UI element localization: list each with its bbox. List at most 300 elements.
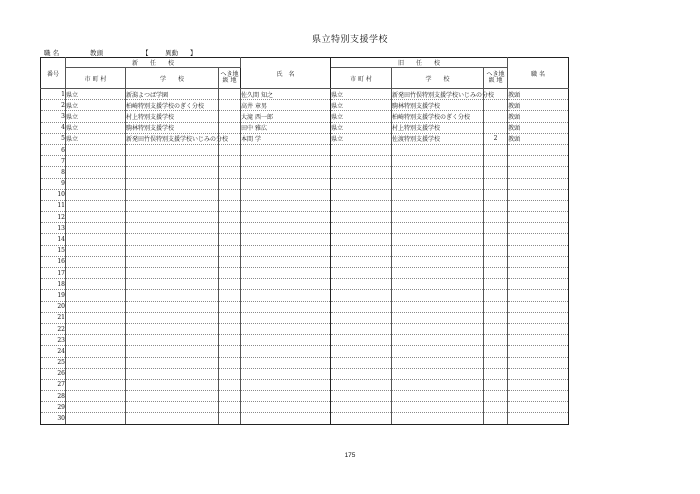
old-remote-cell [484,100,508,111]
new-city-cell: 県立 [66,111,126,122]
name-cell [241,156,331,167]
row-number: 23 [41,335,66,346]
table-row [41,100,569,111]
position-cell [508,357,569,368]
row-number: 10 [41,189,66,200]
position-cell: 教頭 [508,111,569,122]
header-number: 番号 [41,58,66,89]
table-row [41,200,569,211]
old-city-cell [331,200,392,211]
old-city-cell [331,279,392,290]
new-school-cell [126,413,219,424]
new-school-cell: 新潟よつば学園 [126,89,219,100]
old-city-cell [331,245,392,256]
old-remote-cell [484,223,508,234]
new-school-cell: 村上特別支援学校 [126,111,219,122]
table-row [41,133,569,144]
old-school-cell: 駒林特別支援学校 [392,100,484,111]
row-number: 19 [41,290,66,301]
old-school-cell: 柏崎特別支援学校のぎく分校 [392,111,484,122]
new-school-cell [126,391,219,402]
old-city-cell: 県立 [331,89,392,100]
position-cell [508,346,569,357]
position-cell [508,301,569,312]
old-school-cell [392,189,484,200]
new-school-cell [126,379,219,390]
header-old-school: 旧 任 校 [331,58,508,68]
new-city-cell: 県立 [66,100,126,111]
old-school-cell [392,413,484,424]
page-title: 県立特別支援学校 [311,35,388,45]
old-city-cell: 県立 [331,122,392,133]
old-city-cell [331,167,392,178]
new-school-cell [126,335,219,346]
position-cell: 教頭 [508,122,569,133]
position-cell [508,167,569,178]
header-new-school-name: 学 校 [126,68,219,89]
old-school-cell [392,301,484,312]
old-city-cell [331,312,392,323]
old-school-cell [392,212,484,223]
new-city-cell [66,335,126,346]
new-remote-cell [219,391,241,402]
table-row [41,368,569,379]
old-city-cell [331,144,392,155]
old-school-cell [392,245,484,256]
new-school-cell [126,245,219,256]
new-remote-cell [219,402,241,413]
new-remote-cell [219,290,241,301]
new-city-cell [66,156,126,167]
old-school-cell [392,268,484,279]
name-cell [241,301,331,312]
old-school-cell [392,156,484,167]
old-school-cell [392,402,484,413]
table-row [41,279,569,290]
new-school-cell [126,189,219,200]
new-remote-cell [219,156,241,167]
new-remote-cell [219,368,241,379]
new-city-cell: 県立 [66,122,126,133]
row-number: 22 [41,323,66,334]
new-remote-cell [219,144,241,155]
old-school-cell [392,279,484,290]
row-number: 24 [41,346,66,357]
name-cell [241,368,331,379]
position-cell [508,413,569,424]
old-remote-cell [484,290,508,301]
old-school-cell [392,312,484,323]
row-number: 25 [41,357,66,368]
new-city-cell [66,357,126,368]
name-cell: 佐久間 知之 [241,89,331,100]
old-city-cell [331,234,392,245]
old-remote-cell [484,144,508,155]
old-city-cell [331,402,392,413]
row-number: 5 [41,133,66,144]
row-number: 21 [41,312,66,323]
new-city-cell [66,379,126,390]
row-number: 30 [41,413,66,424]
old-remote-cell: 2 [484,133,508,144]
header-old-city: 市 町 村 [331,68,392,89]
table-row [41,89,569,100]
row-number: 11 [41,200,66,211]
old-city-cell [331,212,392,223]
position-value: 教頭 [90,49,103,57]
old-remote-cell [484,368,508,379]
old-remote-cell [484,189,508,200]
table-row [41,357,569,368]
new-school-cell [126,312,219,323]
table-row [41,323,569,334]
row-number: 15 [41,245,66,256]
old-school-cell [392,144,484,155]
new-remote-cell [219,413,241,424]
old-city-cell [331,368,392,379]
new-city-cell [66,223,126,234]
position-cell [508,368,569,379]
old-remote-cell [484,323,508,334]
row-number: 3 [41,111,66,122]
old-school-cell [392,167,484,178]
position-cell [508,256,569,267]
table-row [41,301,569,312]
table-row [41,111,569,122]
new-city-cell: 県立 [66,133,126,144]
old-city-cell [331,379,392,390]
new-city-cell [66,144,126,155]
position-cell [508,335,569,346]
header-position: 職 名 [508,58,569,89]
position-cell [508,223,569,234]
new-school-cell [126,212,219,223]
new-city-cell [66,391,126,402]
row-number: 14 [41,234,66,245]
old-city-cell [331,346,392,357]
position-cell [508,189,569,200]
position-cell: 教頭 [508,100,569,111]
old-remote-cell [484,301,508,312]
row-number: 7 [41,156,66,167]
name-cell [241,200,331,211]
old-remote-cell [484,402,508,413]
old-remote-cell [484,346,508,357]
name-cell: 本間 学 [241,133,331,144]
row-number: 13 [41,223,66,234]
position-cell [508,312,569,323]
row-number: 20 [41,301,66,312]
old-remote-cell [484,379,508,390]
name-cell [241,357,331,368]
name-cell [241,167,331,178]
new-school-cell [126,346,219,357]
position-cell [508,200,569,211]
old-remote-cell [484,111,508,122]
new-city-cell [66,256,126,267]
old-school-cell: 佐渡特別支援学校 [392,133,484,144]
table-row [41,402,569,413]
old-remote-cell [484,156,508,167]
table-row [41,268,569,279]
new-remote-cell [219,167,241,178]
header-new-remote: へき地 級 地 [219,68,241,89]
row-number: 12 [41,212,66,223]
new-school-cell [126,402,219,413]
name-cell [241,379,331,390]
table-row [41,256,569,267]
table-row [41,312,569,323]
category-bracket-open: 【 [142,49,149,57]
old-remote-cell [484,413,508,424]
name-cell [241,223,331,234]
position-cell [508,245,569,256]
row-number: 6 [41,144,66,155]
name-cell [241,144,331,155]
name-cell [241,312,331,323]
old-city-cell: 県立 [331,100,392,111]
header-old-school-name: 学 校 [392,68,484,89]
old-school-cell [392,178,484,189]
old-remote-cell [484,335,508,346]
new-school-cell [126,178,219,189]
new-school-cell [126,223,219,234]
name-cell [241,245,331,256]
position-cell [508,268,569,279]
new-city-cell [66,413,126,424]
table-row [41,346,569,357]
old-school-cell [392,368,484,379]
new-city-cell [66,301,126,312]
name-cell [241,178,331,189]
position-cell [508,178,569,189]
new-school-cell: 新発田竹俣特別支援学校いじみの分校 [126,133,219,144]
new-city-cell [66,323,126,334]
old-remote-cell [484,245,508,256]
row-number: 26 [41,368,66,379]
row-number: 29 [41,402,66,413]
table-row [41,212,569,223]
old-city-cell [331,156,392,167]
table-row [41,290,569,301]
table-row [41,391,569,402]
old-city-cell [331,357,392,368]
position-cell [508,391,569,402]
old-remote-cell [484,167,508,178]
new-school-cell: 駒林特別支援学校 [126,122,219,133]
old-city-cell [331,256,392,267]
old-city-cell [331,413,392,424]
old-city-cell [331,189,392,200]
table-row [41,144,569,155]
name-cell [241,279,331,290]
row-number: 28 [41,391,66,402]
header-old-remote: へき地 級 地 [484,68,508,89]
table-row [41,379,569,390]
name-cell [241,256,331,267]
table-row [41,167,569,178]
new-remote-cell [219,301,241,312]
new-school-cell [126,368,219,379]
old-remote-cell [484,312,508,323]
new-remote-cell [219,268,241,279]
old-city-cell [331,178,392,189]
old-city-cell [331,268,392,279]
position-cell [508,323,569,334]
new-remote-cell [219,89,241,100]
position-cell [508,212,569,223]
new-city-cell [66,312,126,323]
category-bracket-close: 】 [190,49,197,57]
old-remote-cell [484,391,508,402]
table-row [41,178,569,189]
table-row [41,122,569,133]
new-city-cell [66,189,126,200]
new-school-cell [126,200,219,211]
new-school-cell [126,167,219,178]
new-remote-cell [219,346,241,357]
old-remote-cell [484,122,508,133]
old-remote-cell [484,234,508,245]
new-city-cell [66,200,126,211]
old-school-cell [392,335,484,346]
new-remote-cell [219,200,241,211]
old-city-cell [331,301,392,312]
header-name: 氏 名 [241,58,331,89]
new-school-cell [126,290,219,301]
name-cell [241,335,331,346]
old-remote-cell [484,200,508,211]
document-meta [44,48,344,57]
new-school-cell [126,144,219,155]
new-remote-cell [219,379,241,390]
old-school-cell [392,290,484,301]
position-label: 職 名 [44,49,60,57]
category-value: 異動 [165,49,178,57]
old-remote-cell [484,357,508,368]
position-cell [508,279,569,290]
transfer-table [40,57,569,425]
row-number: 18 [41,279,66,290]
new-city-cell [66,368,126,379]
new-school-cell: 柏崎特別支援学校のぎく分校 [126,100,219,111]
old-city-cell [331,391,392,402]
old-school-cell [392,357,484,368]
old-school-cell [392,346,484,357]
table-row [41,189,569,200]
table-row [41,234,569,245]
new-school-cell [126,234,219,245]
name-cell [241,212,331,223]
new-remote-cell [219,178,241,189]
old-school-cell: 村上特別支援学校 [392,122,484,133]
old-school-cell [392,323,484,334]
position-cell [508,156,569,167]
row-number: 4 [41,122,66,133]
name-cell [241,323,331,334]
old-city-cell [331,290,392,301]
row-number: 16 [41,256,66,267]
new-city-cell [66,245,126,256]
table-row [41,156,569,167]
new-city-cell [66,234,126,245]
position-cell [508,290,569,301]
table-row [41,245,569,256]
row-number: 1 [41,89,66,100]
position-cell [508,234,569,245]
new-city-cell [66,402,126,413]
page-number: 175 [344,452,356,459]
position-cell [508,379,569,390]
table-row [41,335,569,346]
new-city-cell: 県立 [66,89,126,100]
position-cell [508,402,569,413]
name-cell [241,189,331,200]
new-city-cell [66,268,126,279]
new-remote-cell [219,234,241,245]
row-number: 2 [41,100,66,111]
header-new-city: 市 町 村 [66,68,126,89]
old-school-cell [392,379,484,390]
new-city-cell [66,346,126,357]
table-row [41,413,569,424]
new-city-cell [66,212,126,223]
name-cell [241,268,331,279]
name-cell: 田中 雅広 [241,122,331,133]
old-remote-cell [484,256,508,267]
old-remote-cell [484,178,508,189]
row-number: 9 [41,178,66,189]
old-city-cell [331,335,392,346]
new-remote-cell [219,323,241,334]
name-cell: 大滝 西一郎 [241,111,331,122]
new-remote-cell [219,357,241,368]
old-remote-cell [484,279,508,290]
row-number: 27 [41,379,66,390]
new-remote-cell [219,111,241,122]
new-remote-cell [219,312,241,323]
old-school-cell: 新発田竹俣特別支援学校いじみの分校 [392,89,484,100]
position-cell: 教頭 [508,133,569,144]
row-number: 8 [41,167,66,178]
old-school-cell [392,223,484,234]
name-cell [241,290,331,301]
new-city-cell [66,290,126,301]
name-cell: 高井 章男 [241,100,331,111]
old-city-cell [331,223,392,234]
new-school-cell [126,279,219,290]
new-school-cell [126,156,219,167]
new-remote-cell [219,212,241,223]
row-number: 17 [41,268,66,279]
position-cell: 教頭 [508,89,569,100]
old-city-cell: 県立 [331,111,392,122]
old-city-cell [331,323,392,334]
name-cell [241,234,331,245]
new-school-cell [126,323,219,334]
new-remote-cell [219,245,241,256]
new-city-cell [66,178,126,189]
name-cell [241,413,331,424]
new-remote-cell [219,335,241,346]
new-remote-cell [219,256,241,267]
table-row [41,223,569,234]
position-cell [508,144,569,155]
new-remote-cell [219,189,241,200]
new-remote-cell [219,279,241,290]
name-cell [241,391,331,402]
new-remote-cell [219,122,241,133]
